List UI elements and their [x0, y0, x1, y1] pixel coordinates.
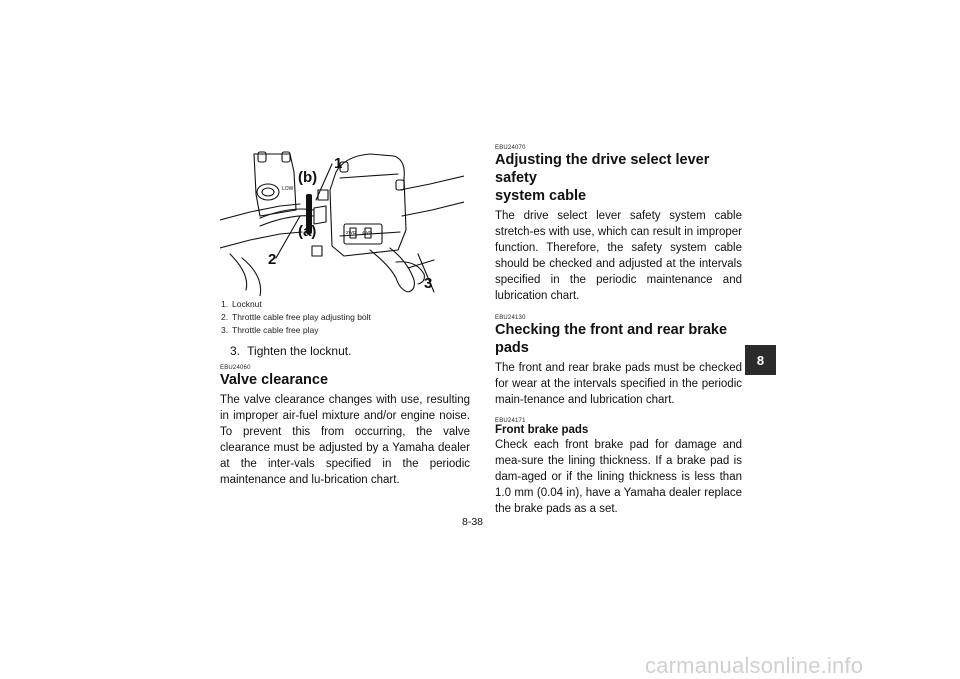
section-body: Check each front brake pad for damage and mea-sure the lining thickness. If a brake pad is dam-aged or if the lining thickness is less than 1.0 mm (0.04 in), have a Yamaha dealer replace the brake pads as a set. [495, 438, 742, 516]
2wd-label: 2WD [346, 230, 356, 235]
heading-line: Adjusting the drive select lever safety [495, 152, 710, 186]
caption-number: 2. [221, 312, 229, 322]
caption-text: Locknut [232, 299, 262, 309]
caption-3 [221, 324, 471, 337]
caption-text: Throttle cable free play [232, 325, 319, 335]
section-subheading: Front brake pads [495, 423, 589, 436]
callout-2: 2 [268, 251, 277, 268]
callout-1: 1 [334, 155, 343, 172]
section-heading: Valve clearance [220, 372, 329, 388]
section-code: EBU24070 [495, 145, 526, 151]
figure-captions [221, 298, 471, 337]
section-heading: Checking the front and rear brake pads [495, 321, 728, 356]
low-label: LOW [282, 186, 294, 192]
section-code: EBU24171 [495, 417, 526, 424]
caption-text: Throttle cable free play adjusting bolt [232, 312, 371, 322]
callout-a: (a) [298, 223, 317, 240]
4wd-label: 4WD [362, 230, 372, 235]
procedure-step [230, 344, 351, 358]
section-body: The drive select lever safety system cable stretch-es with use, which can result in improper function. Therefore, the safety system cable should be checked and adjusted at the intervals specified in the periodic maintenance and lubrication chart. [495, 210, 742, 303]
watermark-text: carmanualsonline.info [645, 653, 864, 678]
section-body: The valve clearance changes with use, resulting in improper air-fuel mixture and/or engine noise. To prevent this from occurring, the valve clearance must be adjusted by a Yamaha dealer at the inter-vals specified in the periodic maintenance and lu-brication chart. [220, 394, 470, 487]
caption-1 [221, 298, 471, 311]
chapter-tab: 8 [745, 345, 776, 375]
section-heading [495, 151, 742, 205]
page-number: 8-38 [462, 516, 484, 528]
section-front-brake-pads [495, 418, 742, 517]
section-brake-pads [495, 315, 742, 408]
section-drive-select [495, 145, 742, 305]
callout-b: (b) [298, 169, 318, 186]
throttle-lever-illustration [220, 150, 464, 296]
section-body: The front and rear brake pads must be checked for wear at the intervals specified in the periodic main-tenance and lubrication chart. [495, 361, 742, 406]
heading-line: system cable [495, 188, 587, 204]
caption-number: 1. [221, 299, 229, 309]
section-code: EBU24130 [495, 314, 526, 321]
section-code: EBU24060 [220, 365, 251, 371]
caption-2 [221, 311, 471, 324]
caption-number: 3. [221, 325, 229, 335]
left-column [220, 365, 470, 489]
callout-3: 3 [424, 275, 433, 292]
step-text: Tighten the locknut. [247, 344, 352, 358]
step-number: 3. [230, 344, 241, 358]
right-column [495, 145, 742, 517]
